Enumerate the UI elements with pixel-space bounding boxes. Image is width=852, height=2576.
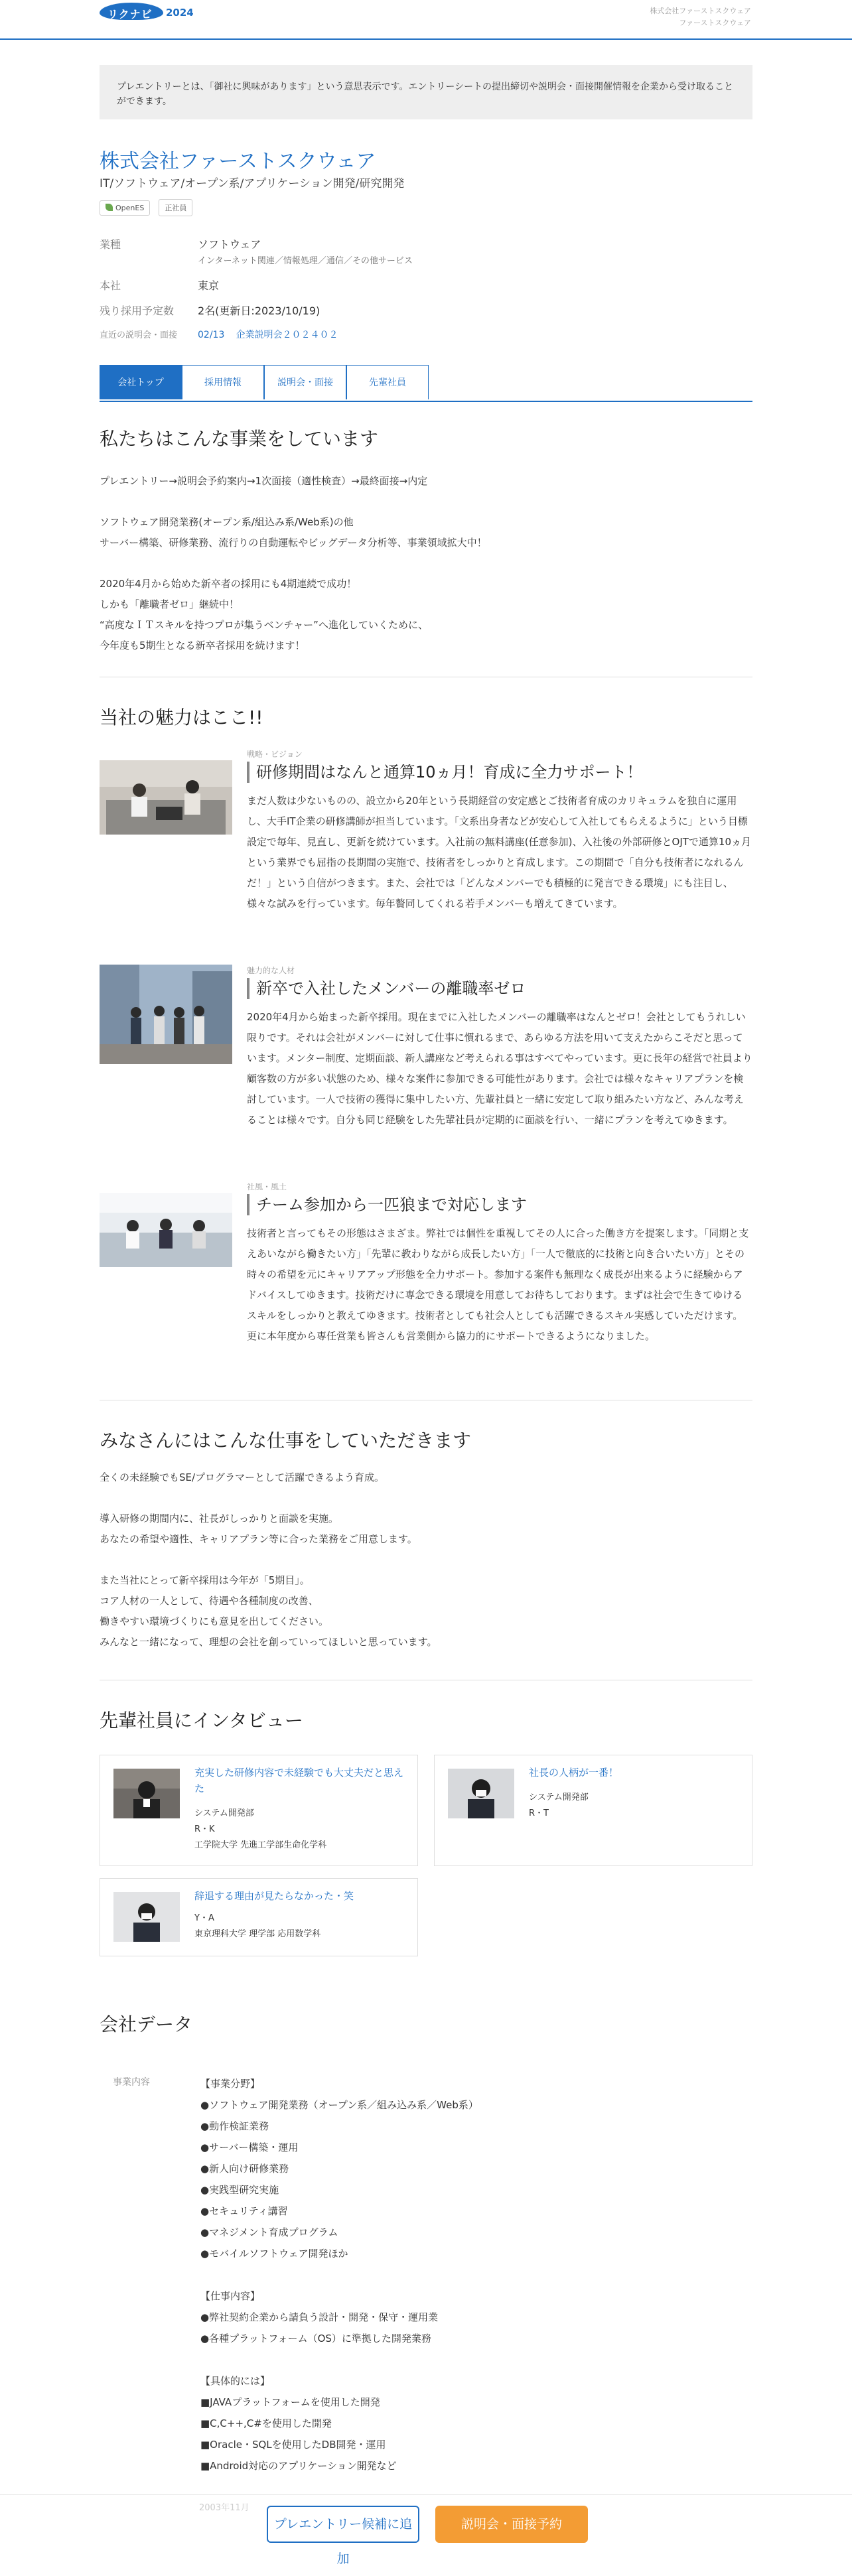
work-line: あなたの希望や適性、キャリアプラン等に合った業務をご用意します。 — [100, 1533, 417, 1545]
data-line: ●各種プラットフォーム（OS）に準拠した開発業務 — [200, 2333, 431, 2344]
interview-photo — [113, 1892, 180, 1942]
recent-session-link[interactable]: 企業説明会２０２４０２ — [236, 330, 338, 340]
reserve-button[interactable]: 説明会・面接予約 — [435, 2506, 588, 2543]
work-line: また当社にとって新卒採用は今年が「5期目」。 — [100, 1574, 310, 1586]
hq-row — [100, 277, 697, 293]
business-line: 2020年4月から始めた新卒者の採用にも4期連続で成功！ — [100, 578, 357, 590]
data-line: ●弊社契約企業から請負う設計・開発・保守・運用業 — [200, 2311, 439, 2323]
work-line: 全くの未経験でもSE/プログラマーとして活躍できるよう育成。 — [100, 1471, 385, 1483]
remaining-label: 残り採用予定数 — [100, 305, 175, 317]
work-title: みなさんにはこんな仕事をしていただきます — [100, 1430, 472, 1452]
recent-session-label: 直近の説明会・面接 — [100, 330, 178, 340]
appeal-item — [100, 748, 752, 941]
interview-photo — [113, 1769, 180, 1818]
logo-text: リクナビ — [107, 8, 153, 21]
remaining-row — [100, 303, 697, 318]
interview-name: R・T — [529, 1808, 549, 1818]
data-line: ●新人向け研修業務 — [200, 2163, 289, 2175]
industry-subvalue: インターネット関連／情報処理／通信／その他サービス — [198, 256, 413, 266]
work-line: みんなと一緒になって、理想の会社を創っていってほしいと思っています。 — [100, 1636, 437, 1648]
interview-card[interactable] — [100, 1755, 418, 1866]
data-line: 【具体的には】 — [200, 2375, 271, 2387]
business-line — [100, 553, 752, 574]
recent-session-row — [100, 328, 697, 344]
hq-value: 東京 — [198, 279, 220, 292]
work-line — [100, 1488, 752, 1509]
data-line: ■JAVAプラットフォームを使用した開発 — [200, 2396, 380, 2408]
data-line: ●ソフトウェア開発業務（オープン系／組み込み系／Web系） — [200, 2099, 478, 2111]
site-header — [0, 0, 852, 40]
interview-title: 辞退する理由が見たらなかった・笑 — [194, 1890, 354, 1902]
appeal-item — [100, 965, 752, 1157]
interview-dept: システム開発部 — [194, 1808, 254, 1818]
industry-row — [100, 236, 697, 271]
appeal-heading: 研修期間はなんと通算10ヵ月！育成に全力サポート！ — [247, 762, 643, 783]
appeal-body: 技術者と言ってもその形態はさまざま。弊社では個性を重視してその人に合った働き方を提案します。「同期と支えあいながら働きたい方」「先輩に教わりながら成長したい方」「一人で徹底的に技術と向き合いたい方」とその時々の希望を元にキャリアアップ形態を全力サポート。参加する案件も無理なく成長が出来るように経験からアドバイスしてゆきます。技術だけに専念できる環境を用意してお待ちしております。まずは社会で生きてゆけるスキルをしっかりと教えてゆきます。技術者としても社会人としても活躍できるスキル実感していただけます。更に本年度から専任営業も皆さんも営業側から協力的にサポートできるようになりました。 — [247, 1227, 749, 1342]
preentry-button[interactable]: プレエントリー候補に追加 — [267, 2506, 419, 2543]
hq-label: 本社 — [100, 279, 121, 292]
business-line: “高度なＩＴスキルを持つプロが集うベンチャー”へ進化していくために、 — [100, 619, 428, 631]
appeal-photo-members — [100, 965, 232, 1064]
company-category: IT/ソフトウェア/オープン系/アプリケーション開発/研究開発 — [100, 177, 405, 190]
interview-card[interactable] — [434, 1755, 752, 1866]
tab-sessions[interactable]: 説明会・面接 — [264, 365, 346, 399]
industry-value: ソフトウェア — [198, 238, 261, 251]
company-name: 株式会社ファーストスクウェア — [100, 150, 376, 173]
interview-school: 工学院大学 先進工学部生命化学科 — [194, 1840, 327, 1850]
appeal-item — [100, 1181, 752, 1373]
data-line: ●セキュリティ講習 — [200, 2205, 288, 2217]
appeal-category: 社風・風土 — [247, 1182, 287, 1191]
openes-badge: OpenES — [100, 200, 150, 216]
company-data-label: 事業内容 — [113, 2077, 150, 2088]
work-description — [100, 1467, 752, 1653]
recent-session-date: 02/13 — [198, 330, 225, 340]
data-line — [200, 2349, 731, 2370]
data-line: 【仕事内容】 — [200, 2290, 261, 2302]
data-line: ■Android対応のアプリケーション開発など — [200, 2460, 397, 2472]
interview-photo — [448, 1769, 514, 1818]
work-line: コア人材の一人として、待遇や各種制度の改善、 — [100, 1595, 319, 1607]
business-description — [100, 471, 752, 656]
data-line: ●動作検証業務 — [200, 2120, 269, 2132]
interview-title: 社長の人柄が一番！ — [529, 1767, 619, 1779]
interview-title: 充実した研修内容で未経験でも大丈夫だと思えた — [194, 1767, 404, 1795]
leaf-icon — [106, 204, 113, 211]
appeal-category: 魅力的な人材 — [247, 966, 295, 975]
interviews-title: 先輩社員にインタビュー — [100, 1710, 303, 1731]
appeal-heading: チーム参加から一匹狼まで対応します — [247, 1194, 527, 1215]
logo-year: 2024 — [166, 7, 194, 19]
appeal-heading: 新卒で入社したメンバーの離職率ゼロ — [247, 978, 526, 999]
work-line: 導入研修の期間内に、社長がしっかりと面談を実施。 — [100, 1513, 339, 1525]
remaining-value: 2名(更新日:2023/10/19) — [198, 305, 320, 317]
business-line — [100, 492, 752, 512]
business-line: 今年度も5期生となる新卒者採用を続けます！ — [100, 640, 305, 651]
header-company-name: 株式会社ファーストスクウェア — [650, 7, 751, 15]
company-data-title: 会社データ — [100, 2013, 193, 2035]
data-line — [200, 2264, 731, 2285]
appeal-photo-team — [100, 1193, 232, 1267]
data-line: 【事業分野】 — [200, 2078, 261, 2090]
work-line — [100, 1550, 752, 1570]
business-title: 私たちはこんな事業をしています — [100, 428, 379, 450]
rikunabi-logo[interactable] — [100, 3, 206, 23]
data-line: ■C,C++,C#を使用した開発 — [200, 2417, 332, 2429]
bottom-action-bar — [0, 2494, 852, 2566]
appeal-photo-training — [100, 760, 232, 835]
header-company-kana: ファーストスクウェア — [679, 19, 751, 27]
industry-label: 業種 — [100, 238, 121, 251]
interview-dept: システム開発部 — [529, 1793, 589, 1802]
tab-seniors[interactable]: 先輩社員 — [346, 365, 429, 399]
badge-list — [100, 199, 198, 216]
business-line: サーバー構築、研修業務、流行りの自動運転やビッグデータ分析等、事業領域拡大中！ — [100, 537, 487, 549]
employment-badge: 正社員 — [159, 199, 192, 216]
preentry-notice: プレエントリーとは、「御社に興味があります」という意思表示です。エントリーシートの提出締切や説明会・面接開催情報を企業から受け取ることができます。 — [100, 65, 752, 119]
interview-name: Y・A — [194, 1913, 214, 1923]
appeal-body: まだ人数は少ないものの、設立から20年という長期経営の安定感とご技術者育成のカリキュラムを独自に運用し、大手IT企業の研修講師が担当しています。「文系出身者などが安心して入社してもらえるように」という目標設定で毎年、見直し、更新を続けています。入社前の無料講座(任意参加)、入社後の外部研修とOJTで通算10ヵ月という業界でも屈指の長期間の実施で、技術者をしっかりと育成します。この期間で「自分も技術者になれるんだ！」という自信がつきます。また、会社では「どんなメンバーでも積極的に発言できる環境」にも注目し、様々な試みを行っています。毎年贅同してくれる若手メンバーも増えてきています。 — [247, 795, 751, 910]
data-line: ●マネジメント育成プログラム — [200, 2226, 338, 2238]
recent-session-value — [198, 328, 338, 341]
interview-name: R・K — [194, 1824, 215, 1834]
interview-school: 東京理科大学 理学部 応用数学科 — [194, 1929, 321, 1939]
tab-company-top[interactable]: 会社トップ — [100, 365, 182, 399]
tab-recruitment[interactable]: 採用情報 — [182, 365, 264, 399]
business-line: プレエントリー→説明会予約案内→1次面接（適性検査）→最終面接→内定 — [100, 475, 428, 487]
faded-text: 2003年11月 — [199, 2503, 249, 2513]
data-line: ●サーバー構築・運用 — [200, 2141, 299, 2153]
interview-card[interactable] — [100, 1878, 418, 1956]
work-line: 働きやすい環境づくりにも意見を出してください。 — [100, 1615, 329, 1627]
business-line: ソフトウェア開発業務(オープン系/組込み系/Web系)の他 — [100, 516, 354, 528]
appeal-title: 当社の魅力はここ!! — [100, 707, 263, 728]
appeal-category: 戦略・ビジョン — [247, 750, 303, 759]
appeal-body: 2020年4月から始まった新卒採用。現在までに入社したメンバーの離職率はなんとゼロ！会社としてもうれしい限りです。それは会社がメンバーに対して仕事に慣れるまで、あらゆる方法を用いて支えたからこそだと思っています。メンター制度、定期面談、新人講座など考えられる事はすべてやっています。更に長年の経営で社員より顧客数の方が多い状態のため、様々な案件に参加できる可能性があります。会社では様々なキャリアプランを検討しています。一人で技術の獲得に集中したい方、先輩社員と一緒に安定して取り組みたい方など、みんな考えることは様々です。自分も同じ経験をした先輩社員が定期的に面談を行い、一緒にプランを考えてゆきます。 — [247, 1011, 752, 1126]
company-tabs — [100, 365, 752, 402]
data-line: ●モバイルソフトウェア開発ほか — [200, 2248, 348, 2260]
company-data-body — [200, 2073, 731, 2476]
business-line: しかも「離職者ゼロ」継続中！ — [100, 598, 240, 610]
data-line: ●実践型研究実施 — [200, 2184, 279, 2196]
data-line: ■Oracle・SQLを使用したDB開発・運用 — [200, 2439, 386, 2451]
